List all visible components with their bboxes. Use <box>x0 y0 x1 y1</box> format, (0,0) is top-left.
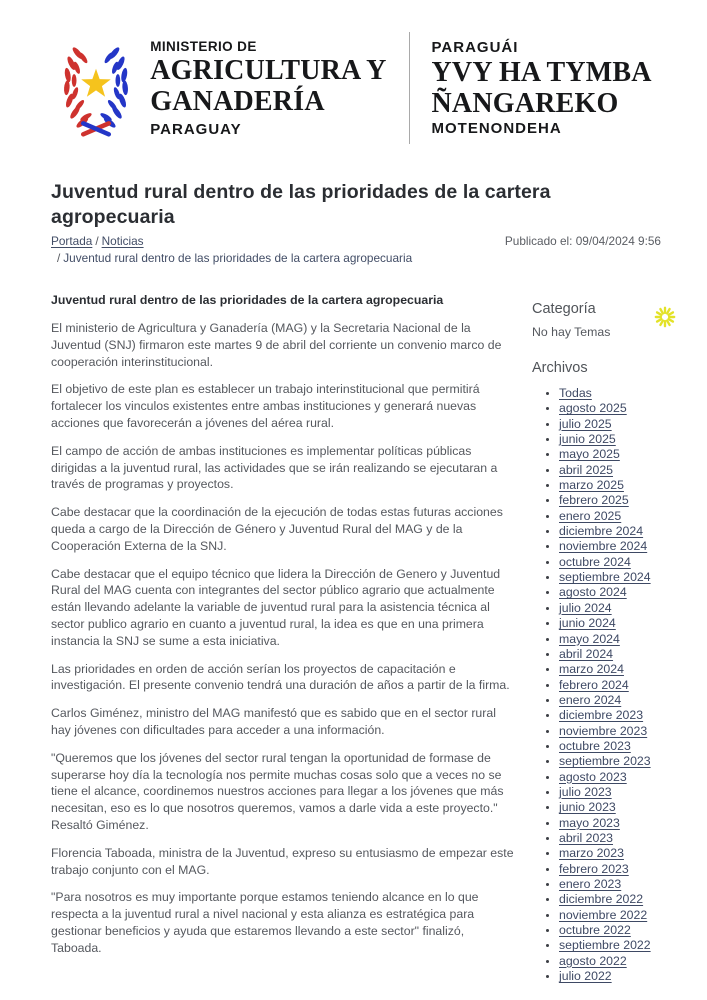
archive-link[interactable]: febrero 2023 <box>559 861 629 876</box>
archive-link[interactable]: julio 2025 <box>559 416 612 431</box>
archive-link[interactable]: marzo 2024 <box>559 662 624 677</box>
archive-link[interactable]: julio 2023 <box>559 784 612 799</box>
published-date: Publicado el: 09/04/2024 9:56 <box>504 234 661 248</box>
archive-link[interactable]: julio 2022 <box>559 969 612 984</box>
sidebar <box>532 293 661 984</box>
archive-list-item <box>559 386 661 401</box>
mag-emblem-icon <box>55 33 137 144</box>
breadcrumb-separator: / <box>57 251 61 265</box>
archive-list-item <box>559 816 661 831</box>
archive-link[interactable]: Todas <box>559 386 592 400</box>
breadcrumb <box>51 234 661 266</box>
archive-link[interactable]: mayo 2024 <box>559 631 620 646</box>
guarani-line-1: PARAGUÁI <box>431 39 519 56</box>
archive-link[interactable]: septiembre 2022 <box>559 938 651 953</box>
archive-link[interactable]: octubre 2023 <box>559 738 631 753</box>
article-paragraph: Cabe destacar que la coordinación de la ejecución de todas estas futuras acciones queda a cargo de la Dirección de Género y Juventud Rural del MAG y de la Cooperación Externa de la SNJ. <box>51 505 503 553</box>
article-paragraph: "Para nosotros es muy importante porque estamos teniendo alcance en lo que respecta a la juventud rural a nivel nacional y esta alianza es estratégica para gestionar beneficios y ayuda que estaremos llevando a este sector" finalizó, Taboada. <box>51 890 479 955</box>
archive-list-item <box>559 908 661 923</box>
archive-list-item <box>559 570 661 585</box>
archive-list-item <box>559 770 661 785</box>
archive-list-item <box>559 800 661 815</box>
archives-list <box>532 386 661 984</box>
archive-list-item <box>559 662 661 677</box>
archive-list-item <box>559 708 661 723</box>
archive-link[interactable]: mayo 2025 <box>559 447 620 462</box>
archive-list-item <box>559 954 661 969</box>
archive-link[interactable]: septiembre 2023 <box>559 754 651 769</box>
archive-link[interactable]: junio 2025 <box>559 432 616 447</box>
archive-link[interactable]: enero 2023 <box>559 877 622 891</box>
archive-list-item <box>559 601 661 616</box>
archive-list-item <box>559 509 661 524</box>
article-heading: Juventud rural dentro de las prioridades de la cartera agropecuaria <box>51 293 444 307</box>
article-paragraph: Las prioridades en orden de acción serían los proyectos de capacitación e investigación. El presente convenio tendrá una duración de años a partir de la firma. <box>51 661 510 693</box>
article-paragraph: Carlos Giménez, ministro del MAG manifestó que es sabido que en el sector rural hay jóvenes con dificultades para acceder a una información. <box>51 706 496 737</box>
ministry-line-4: PARAGUAY <box>150 120 242 138</box>
archive-link[interactable]: junio 2023 <box>559 800 616 815</box>
archive-link[interactable]: enero 2025 <box>559 508 622 523</box>
article-paragraph: Cabe destacar que el equipo técnico que lidera la Dirección de Genero y Juventud Rural del MAG cuenta con integrantes del sector público agrario que actualmente están llevando adelante la variable de juventud rural para la asistencia técnica al sector publico agrario en cuanto a juventud rural, la idea es que en una primera instancia la SNJ se sume a esta iniciativa. <box>51 566 501 648</box>
archive-link[interactable]: octubre 2022 <box>559 923 631 938</box>
archive-link[interactable]: diciembre 2022 <box>559 892 644 907</box>
archive-list-item <box>559 923 661 938</box>
ministry-wordmark <box>150 38 386 139</box>
archive-list-item <box>559 524 661 539</box>
archive-link[interactable]: agosto 2023 <box>559 769 627 784</box>
site-logo[interactable] <box>55 33 386 144</box>
archive-list-item <box>559 555 661 570</box>
breadcrumb-link-noticias[interactable]: Noticias <box>101 234 144 248</box>
archive-link[interactable]: noviembre 2023 <box>559 723 648 738</box>
archive-list-item <box>559 678 661 693</box>
archive-list-item <box>559 478 661 493</box>
archive-link[interactable]: agosto 2022 <box>559 953 627 968</box>
article-body <box>51 293 516 984</box>
archive-list-item <box>559 785 661 800</box>
guarani-line-2: YVY HA TYMBA <box>431 57 652 88</box>
archive-list-item <box>559 693 661 708</box>
archive-list-item <box>559 846 661 861</box>
archives-heading: Archivos <box>532 360 588 376</box>
archive-link[interactable]: abril 2023 <box>559 830 614 845</box>
archive-link[interactable]: mayo 2023 <box>559 815 620 830</box>
archive-list-item <box>559 632 661 647</box>
archive-list-item <box>559 892 661 907</box>
archive-list-item <box>559 739 661 754</box>
archive-link[interactable]: noviembre 2024 <box>559 539 648 554</box>
accessibility-widget-button[interactable] <box>654 306 676 328</box>
archive-list-item <box>559 401 661 416</box>
guarani-line-4: MOTENONDEHA <box>431 120 562 137</box>
category-empty-text: No hay Temas <box>532 325 611 339</box>
breadcrumb-line-2 <box>51 251 661 266</box>
archive-link[interactable]: diciembre 2023 <box>559 708 644 723</box>
archive-list-item <box>559 493 661 508</box>
article-paragraph: El campo de acción de ambas instituciones es implementar políticas públicas dirigidas a la juventud rural, las actividades que se irán realizando se ejecutaran a través de programas y proyectos. <box>51 443 498 492</box>
page-title: Juventud rural dentro de las prioridades de la cartera agropecuaria <box>51 181 551 228</box>
archive-list-item <box>559 539 661 554</box>
archive-list-item <box>559 938 661 953</box>
archive-link[interactable]: diciembre 2024 <box>559 524 644 539</box>
archive-link[interactable]: septiembre 2024 <box>559 570 651 585</box>
archive-list-item <box>559 831 661 846</box>
archive-link[interactable]: enero 2024 <box>559 692 622 707</box>
archive-link[interactable]: agosto 2024 <box>559 585 627 600</box>
archive-link[interactable]: febrero 2025 <box>559 493 629 508</box>
ministry-line-3: GANADERÍA <box>150 85 325 117</box>
archive-list-item <box>559 463 661 478</box>
archive-link[interactable]: febrero 2024 <box>559 677 629 692</box>
archive-link[interactable]: abril 2024 <box>559 646 614 661</box>
guarani-wordmark <box>432 38 652 138</box>
archive-list-item <box>559 417 661 432</box>
article-paragraph: Florencia Taboada, ministra de la Juventud, expreso su entusiasmo de empezar este trabajo conjunto con el MAG. <box>51 845 514 877</box>
breadcrumb-link-portada[interactable]: Portada <box>51 234 93 248</box>
archive-list-item <box>559 585 661 600</box>
archive-link[interactable]: octubre 2024 <box>559 554 631 569</box>
archive-list-item <box>559 616 661 631</box>
archive-list-item <box>559 862 661 877</box>
archive-link[interactable]: marzo 2025 <box>559 478 624 493</box>
archive-list-item <box>559 969 661 984</box>
header-divider <box>409 32 410 144</box>
archive-list-item <box>559 877 661 892</box>
article-paragraph: "Queremos que los jóvenes del sector rural tengan la oportunidad de formase de superarse hoy día la tecnología nos permite muchas cosas solo que a veces no se tiene el alcance, coordinemos nuestros acciones para llegar a los jóvenes que más necesitan, eso es lo que nosotros queremos, vamos a darle vida a este proyecto." Resaltó Giménez. <box>51 750 504 832</box>
archive-link[interactable]: agosto 2025 <box>559 401 627 416</box>
guarani-line-3: ÑANGAREKO <box>431 88 619 119</box>
asterisk-icon <box>654 316 676 331</box>
archive-link[interactable]: julio 2024 <box>559 600 612 615</box>
archive-link[interactable]: junio 2024 <box>559 616 616 631</box>
ministry-line-2: AGRICULTURA Y <box>150 54 387 86</box>
breadcrumb-current: Juventud rural dentro de las prioridades de la cartera agropecuaria <box>63 251 413 265</box>
archive-link[interactable]: noviembre 2022 <box>559 907 648 922</box>
article-paragraphs <box>51 320 516 957</box>
archive-list-item <box>559 647 661 662</box>
archive-link[interactable]: abril 2025 <box>559 462 614 477</box>
category-heading: Categoría <box>532 301 596 317</box>
site-header <box>0 0 707 144</box>
article-paragraph: El objetivo de este plan es establecer un trabajo interinstitucional que permitirá fortalecer los vinculos existentes entre ambas instituciones y generará nuevas acciones que favorecerán a jóvenes del aérea rural. <box>51 382 480 430</box>
archive-list-item <box>559 432 661 447</box>
archive-list-item <box>559 724 661 739</box>
breadcrumb-separator: / <box>95 234 99 248</box>
archive-list-item <box>559 447 661 462</box>
archive-link[interactable]: marzo 2023 <box>559 846 624 861</box>
article-paragraph: El ministerio de Agricultura y Ganadería (MAG) y la Secretaria Nacional de la Juventud (SNJ) firmaron este martes 9 de abril del corriente un convenio marco de cooperación interinstitucional. <box>51 321 502 369</box>
archive-list-item <box>559 754 661 769</box>
ministry-line-1: MINISTERIO DE <box>150 38 257 54</box>
